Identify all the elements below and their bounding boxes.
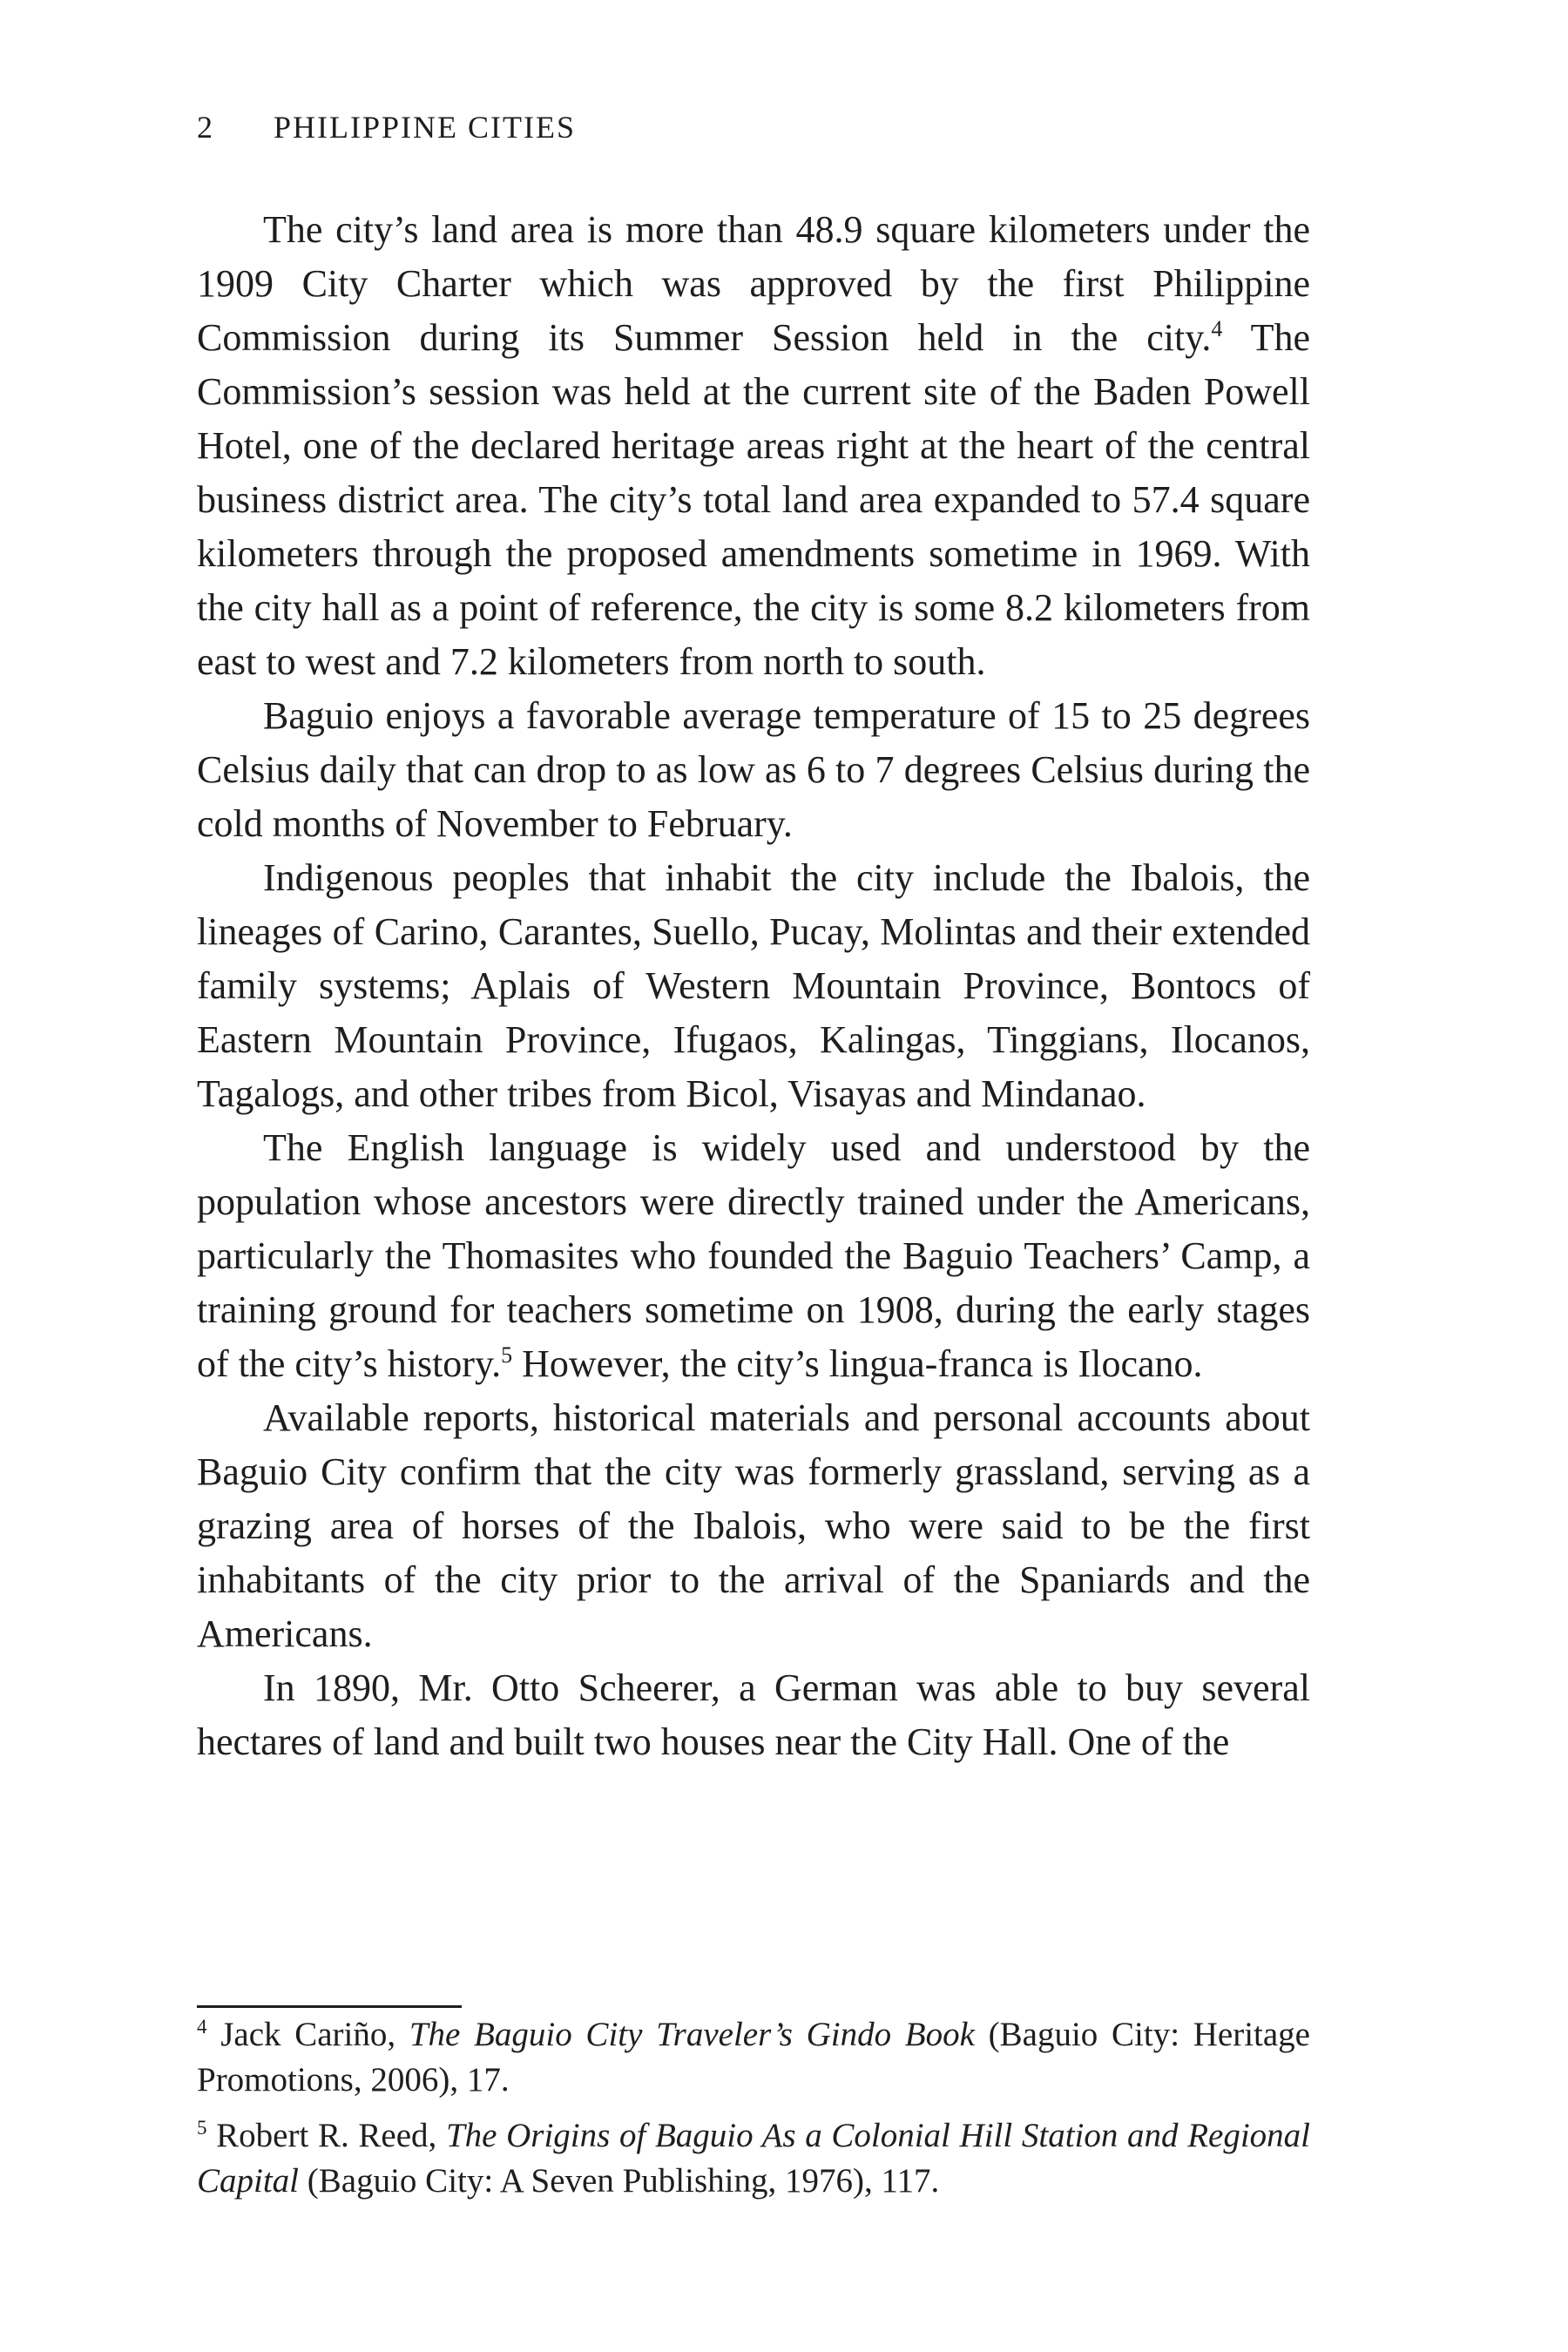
paragraph-text: However, the city’s lingua-franca is Ilocano. — [512, 1342, 1203, 1385]
footnote-title: The Origins of Baguio As a Colonial Hill Station and Regional Capital — [197, 2117, 1311, 2200]
footnote-reference: 4 — [1211, 316, 1223, 341]
footnote-4 — [197, 2012, 1310, 2103]
footnote-author: Robert R. Reed, — [206, 2117, 446, 2154]
footnotes — [197, 2012, 1310, 2214]
footnote-5 — [197, 2113, 1310, 2204]
paragraph-scheerer: In 1890, Mr. Otto Scheerer, a German was able to buy several hectares of land and built two houses near the City Hall. One of the — [197, 1666, 1310, 1763]
page-number: 2 — [197, 110, 214, 145]
running-header — [197, 106, 576, 148]
footnote-publication: (Baguio City: Heritage Promotions, 2006), 17. — [197, 2016, 1310, 2099]
footnote-author: Jack Cariño, — [206, 2016, 409, 2053]
footnote-publication: (Baguio City: A Seven Publishing, 1976), 117. — [299, 2162, 940, 2200]
footnote-reference: 5 — [501, 1342, 513, 1368]
paragraph-land-area — [197, 203, 1310, 689]
footnote-divider — [197, 2005, 462, 2008]
body-text — [197, 203, 1310, 1769]
paragraph-temperature: Baguio enjoys a favorable average temperature of 15 to 25 degrees Celsius daily that can drop to as low as 6 to 7 degrees Celsius during the cold months of November to February. — [197, 694, 1310, 845]
footnote-number: 4 — [197, 2016, 207, 2038]
paragraph-text: The English language is widely used and understood by the population whose ancestors were directly trained under the Americans, particularly the Thomasites who founded the Baguio Teachers’ Camp, a training ground for teachers sometime on 1908, during the early stages of the city’s history. — [197, 1126, 1310, 1385]
paragraph-indigenous-peoples: Indigenous peoples that inhabit the city include the Ibalois, the lineages of Carino, Carantes, Suello, Pucay, Molintas and their extended family systems; Aplais of Western Mountain Province, Bontocs of Eastern Mountain Province, Ifugaos, Kalingas, Tinggians, Ilocanos, Tagalogs, and other tribes from Bicol, Visayas and Mindanao. — [197, 856, 1310, 1115]
footnote-number: 5 — [197, 2117, 207, 2139]
paragraph-grassland: Available reports, historical materials and personal accounts about Baguio City confirm that the city was formerly grassland, serving as a grazing area of horses of the Ibalois, who were said to be the first inhabitants of the city prior to the arrival of the Spaniards and the Americans. — [197, 1396, 1310, 1655]
paragraph-text: The city’s land area is more than 48.9 square kilometers under the 1909 City Charter which was approved by the first Philippine Commission during its Summer Session held in the city. — [197, 208, 1310, 359]
paragraph-language — [197, 1121, 1310, 1391]
footnote-title: The Baguio City Traveler’s Gindo Book — [409, 2016, 975, 2053]
running-title: PHILIPPINE CITIES — [274, 110, 576, 145]
paragraph-text: The Commission’s session was held at the current site of the Baden Powell Hotel, one of the declared heritage areas right at the heart of the central business district area. The city’s total land area expanded to 57.4 square kilometers through the proposed amendments sometime in 1969. With the city hall as a point of reference, the city is some 8.2 kilometers from east to west and 7.2 kilometers from north to south. — [197, 316, 1310, 683]
